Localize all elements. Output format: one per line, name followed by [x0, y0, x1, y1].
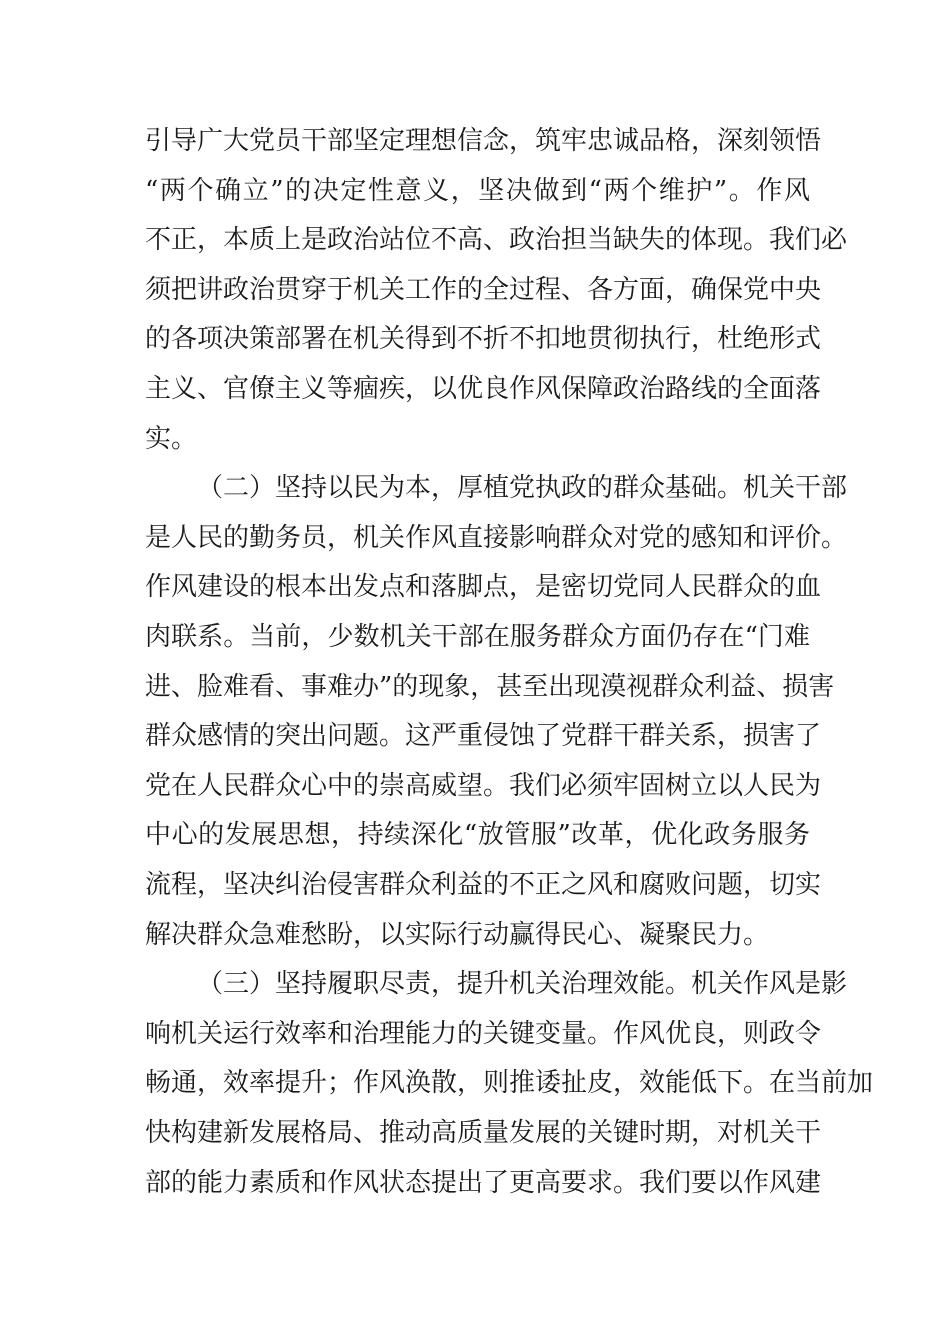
text-line: 部的能力素质和作风状态提出了更高要求。我们要以作风建	[145, 1168, 822, 1198]
text-line: 群众感情的突出问题。这严重侵蚀了党群干群关系，损害了	[145, 721, 822, 751]
text-line: 畅通，效率提升；作风涣散，则推诿扯皮，效能低下。在当前加	[145, 1068, 874, 1098]
text-line: 肉联系。当前，少数机关干部在服务群众方面仍存在“门难	[145, 622, 810, 652]
paragraph-heading-line: （二）坚持以民为本，厚植党执政的群众基础。机关干部	[197, 473, 848, 503]
text-line: 作风建设的根本出发点和落脚点，是密切党同人民群众的血	[145, 572, 822, 602]
text-line: 引导广大党员干部坚定理想信念，筑牢忠诚品格，深刻领悟	[145, 126, 822, 156]
text-line: 是人民的勤务员，机关作风直接影响群众对党的感知和评价。	[145, 523, 848, 553]
text-line: 响机关运行效率和治理能力的关键变量。作风优良，则政令	[145, 1019, 822, 1049]
text-line: 实。	[145, 424, 198, 454]
text-line: 中心的发展思想，持续深化“放管服”改革，优化政务服务	[145, 820, 810, 850]
text-line: 流程，坚决纠治侵害群众利益的不正之风和腐败问题，切实	[145, 870, 822, 900]
text-line: 的各项决策部署在机关得到不折不扣地贯彻执行，杜绝形式	[145, 324, 822, 354]
text-line: 须把讲政治贯穿于机关工作的全过程、各方面，确保党中央	[145, 275, 822, 305]
text-line: 党在人民群众心中的崇高威望。我们必须牢固树立以人民为	[145, 771, 822, 801]
text-line: 快构建新发展格局、推动高质量发展的关键时期，对机关干	[145, 1118, 822, 1148]
text-line: 解决群众急难愁盼，以实际行动赢得民心、凝聚民力。	[145, 920, 770, 950]
text-line: “两个确立”的决定性意义，坚决做到“两个维护”。作风	[145, 176, 810, 206]
paragraph-heading-line: （三）坚持履职尽责，提升机关治理效能。机关作风是影	[197, 969, 848, 999]
text-line: 不正，本质上是政治站位不高、政治担当缺失的体现。我们必	[145, 225, 848, 255]
text-line: 主义、官僚主义等痼疾，以优良作风保障政治路线的全面落	[145, 374, 822, 404]
text-line: 进、脸难看、事难办”的现象，甚至出现漠视群众利益、损害	[145, 672, 835, 702]
